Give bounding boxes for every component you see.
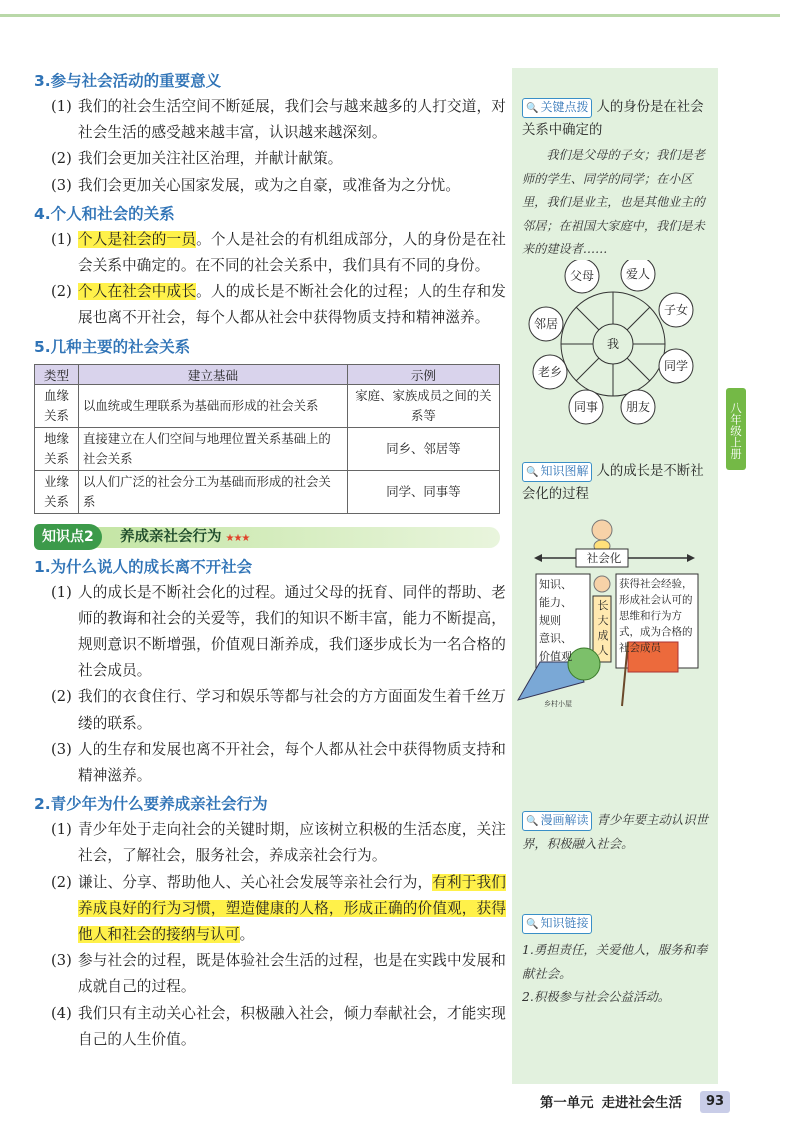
magnifier-icon: 🔍: [526, 816, 539, 827]
link-box: [522, 912, 710, 1009]
banner-background: [34, 527, 500, 548]
diagram-node-label: 同事: [573, 400, 599, 414]
table-header-row: [35, 364, 500, 384]
section4-heading: 4.个人和社会的关系: [34, 204, 175, 223]
arrow-head-left: [534, 554, 542, 562]
item-text: 我们的衣食住行、学习和娱乐等都与社会的方方面面发生着千丝万缕的联系。: [78, 688, 506, 732]
item-text: 谦让、分享、帮助他人、关心社会发展等亲社会行为，: [78, 873, 433, 891]
comic-tag: [522, 811, 592, 831]
list-item: [34, 580, 506, 685]
column-header: 示例: [347, 364, 499, 384]
right-text: 获得社会经验，形成社会认可的思维和行为方式，成为合格的社会成员: [619, 578, 693, 654]
diagram-node-label: 同学: [663, 359, 689, 373]
item-text: 。人的成长是不断社会化的过程；人的生存和发展也离不开社会，每个人都从社会中获得物质支持和精神滋养。: [78, 283, 506, 327]
illustration-box: [522, 460, 710, 506]
diagram-node-label: 老乡: [537, 365, 563, 379]
list-item: [34, 870, 506, 949]
left-word: 能力、: [539, 596, 572, 609]
magnifier-icon: 🔍: [526, 467, 539, 478]
relations-table: [34, 364, 500, 514]
knowledge-point-tag: 知识点2: [34, 524, 102, 550]
link-item: 2.积极参与社会公益活动。: [522, 989, 671, 1004]
item-text: 人的成长是不断社会化的过程。通过父母的抚育、同伴的帮助、老师的教诲和社会的关爱等，我们的知识不断丰富，能力不断提高，规则意识不断增强，价值观日渐养成，我们逐步成长为一名合格的社会成员。: [78, 583, 506, 680]
list-item: [34, 684, 506, 736]
column-header: 类型: [35, 364, 79, 384]
diagram-spoke: [627, 307, 650, 330]
left-word: 意识、: [539, 632, 572, 645]
illustration-text: 人的成长是不断社会化的过程: [522, 464, 704, 502]
cell-example: 同学、同事等: [347, 470, 499, 513]
list-item: [34, 817, 506, 869]
item-text: 。个人是社会的有机组成部分，人的身份是在社会关系中确定的。在不同的社会关系中，我们具有不同的身份。: [78, 230, 506, 275]
left-word: 价值观: [539, 650, 572, 663]
table-row: [35, 427, 500, 470]
highlighted-text: 个人是社会的一员: [78, 230, 197, 248]
cell-basis: 以人们广泛的社会分工为基础而形成的社会关系: [79, 470, 348, 513]
arrow-label: 社会化: [586, 551, 622, 565]
comic-paragraph: [522, 808, 710, 855]
key-point-paragraph: [522, 96, 710, 142]
list-item: [34, 279, 506, 331]
illustration-label: 知识图解: [540, 464, 589, 478]
list-item: [34, 146, 506, 172]
knowledge-point-title: [120, 524, 249, 552]
diagram-node-label: 朋友: [625, 400, 651, 414]
main-content: [34, 66, 506, 1053]
item-number: (4): [51, 1004, 72, 1022]
item-text: 。: [239, 926, 255, 944]
baby-head: [592, 520, 612, 540]
diagram-node-label: 邻居: [533, 317, 559, 331]
cell-basis: 以血统或生理联系为基础而形成的社会关系: [79, 384, 348, 427]
link-tag: [522, 914, 592, 934]
cell-example: 同乡、邻居等: [347, 427, 499, 470]
diagram-node-label: 子女: [663, 303, 689, 317]
item-number: (3): [51, 952, 72, 970]
cell-example: 家庭、家族成员之间的关系等: [347, 384, 499, 427]
key-point-box: [522, 96, 710, 262]
item-text: 我们只有主动关心社会，积极融入社会，倾力奉献社会，才能实现自己的人生价值。: [78, 1004, 506, 1048]
list-item: [34, 737, 506, 789]
table-row: [35, 470, 500, 513]
magnifier-icon: 🔍: [526, 103, 539, 114]
item-number: (2): [51, 873, 72, 891]
link-label: 知识链接: [540, 916, 589, 930]
grow-label: 长大成人: [597, 599, 609, 657]
comic-text: 青少年要主动认识世界，积极融入社会。: [522, 812, 708, 851]
knowledge-point-banner: [34, 524, 506, 550]
item-text: 参与社会的过程，既是体验社会生活的过程，也是在实践中发展和成就自己的过程。: [78, 952, 506, 996]
arrow-head-right: [687, 554, 695, 562]
item-text: 我们会更加关注社区治理，并献计献策。: [78, 150, 343, 168]
highlighted-text: 有利于我们养成良好的行为习惯，塑造健康的人格，形成正确的价值观，获得他人和社会的接纳与认可: [78, 873, 506, 944]
list-item: [34, 948, 506, 1000]
list-item: [34, 1001, 506, 1053]
illustration-tag: [522, 462, 592, 482]
page-number: 93: [700, 1091, 730, 1113]
section3-heading: 3.参与社会活动的重要意义: [34, 72, 222, 90]
diagram-spoke: [576, 307, 599, 330]
section5-heading: 5.几种主要的社会关系: [34, 337, 191, 356]
diagram-center-label: 我: [606, 337, 620, 351]
left-words: [539, 576, 589, 666]
list-item: [34, 173, 506, 199]
item-number: (3): [51, 740, 72, 758]
cell-type: 业缘关系: [35, 470, 79, 513]
footer: [540, 1092, 682, 1111]
list-item: [34, 94, 506, 146]
key-point-note: 我们是父母的子女；我们是老师的学生、同学的同学；在小区里，我们是业主，也是其他业主的邻居；在祖国大家庭中，我们是未来的建设者……: [522, 148, 705, 256]
item-number: (1): [51, 583, 72, 601]
star-icon: ★★★: [225, 532, 250, 544]
grade-side-tab: 八年级上册: [726, 388, 746, 470]
item-text: 青少年处于走向社会的关键时期，应该树立积极的生活态度，关注社会，了解社会，服务社会，养成亲社会行为。: [78, 821, 506, 865]
diagram-spoke: [576, 358, 599, 381]
relationship-diagram: [512, 260, 718, 432]
item-number: (1): [51, 98, 72, 115]
footer-unit: 第一单元: [540, 1096, 594, 1111]
cell-basis: 直接建立在人们空间与地理位置关系基础上的社会关系: [79, 427, 348, 470]
item-number: (2): [51, 150, 72, 168]
house-sign: 乡村小屋: [544, 700, 572, 708]
comic-box: [522, 808, 710, 855]
knowledge-point-title-text: 养成亲社会行为: [120, 528, 222, 545]
highlighted-text: 个人在社会中成长: [78, 283, 197, 301]
key-point-tag: [522, 98, 592, 118]
list-item: [34, 227, 506, 279]
link-item: 1.勇担责任，关爱他人，服务和奉献社会。: [522, 942, 708, 981]
cell-type: 血缘关系: [35, 384, 79, 427]
key-point-text: 人的身份是在社会关系中确定的: [522, 100, 704, 138]
comic-label: 漫画解读: [540, 813, 589, 827]
item-number: (1): [51, 821, 72, 839]
diagram-node-label: 父母: [569, 269, 595, 283]
diagram-node-label: 爱人: [625, 267, 651, 281]
cell-type: 地缘关系: [35, 427, 79, 470]
item-text: 人的生存和发展也离不开社会，每个人都从社会中获得物质支持和精神滋养。: [78, 740, 506, 785]
table-row: [35, 384, 500, 427]
sidebar: [512, 68, 718, 1084]
item-number: (1): [51, 230, 72, 248]
key-point-label: 关键点拨: [540, 100, 589, 114]
item-number: (3): [51, 176, 72, 194]
illustration-paragraph: [522, 460, 710, 506]
sub1-heading: 1.为什么说人的成长离不开社会: [34, 557, 253, 576]
footer-title: 走进社会生活: [601, 1096, 682, 1111]
item-number: (2): [51, 688, 72, 706]
kid-head: [594, 576, 610, 592]
diagram-spoke: [627, 358, 650, 381]
column-header: 建立基础: [79, 364, 348, 384]
item-number: (2): [51, 283, 72, 301]
item-text: 我们的社会生活空间不断延展，我们会与越来越多的人打交道，对社会生活的感受越来越丰富，认识越来越深刻。: [78, 98, 506, 142]
item-text: 我们会更加关心国家发展，或为之自豪，或准备为之分忧。: [78, 176, 461, 194]
magnifier-icon: 🔍: [526, 919, 539, 930]
left-word: 知识、: [539, 578, 572, 591]
socialization-illustration: [516, 514, 714, 710]
link-header: [522, 912, 710, 934]
top-rule: [0, 14, 780, 17]
left-word: 规则: [539, 614, 561, 627]
sub2-heading: 2.青少年为什么要养成亲社会行为: [34, 795, 268, 814]
